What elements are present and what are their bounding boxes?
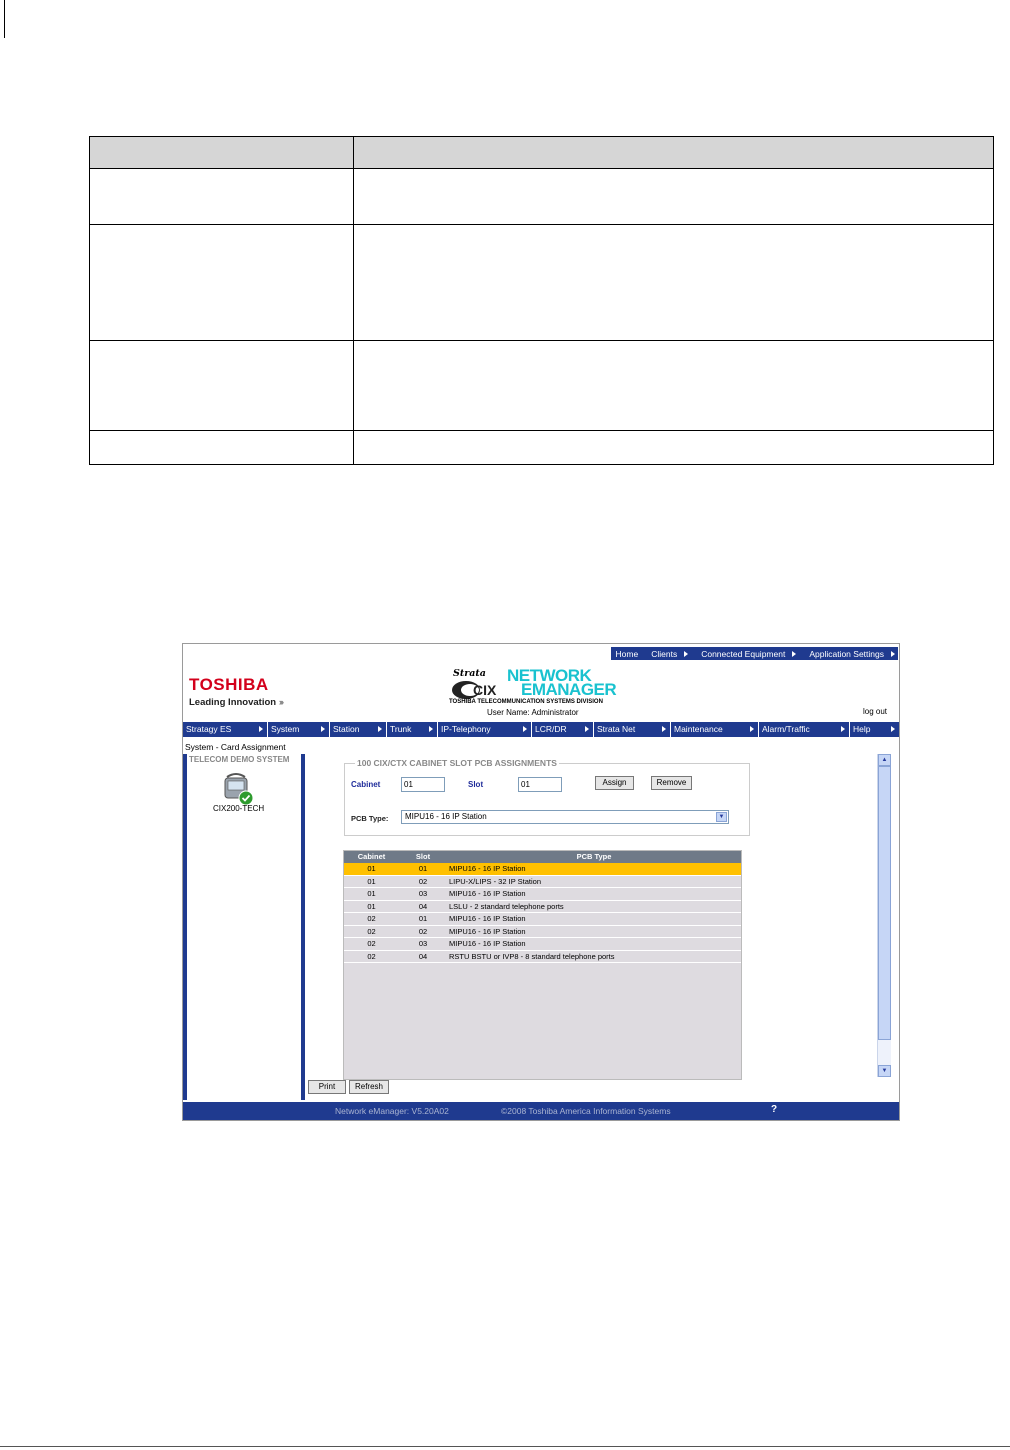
cell-slot: 04 bbox=[418, 901, 428, 911]
cell-pcb-type: MIPU16 - 16 IP Station bbox=[449, 926, 526, 936]
arrow-right-icon bbox=[750, 726, 754, 732]
scroll-down-icon[interactable]: ▼ bbox=[878, 1065, 891, 1077]
copyright-text: ©2008 Toshiba America Information Systems bbox=[501, 1106, 671, 1116]
assign-button[interactable]: Assign bbox=[595, 776, 634, 790]
nav-lcr-dr[interactable]: LCR/DR bbox=[532, 722, 594, 737]
document-table-row bbox=[90, 341, 994, 431]
table-row[interactable] bbox=[344, 926, 741, 939]
arrow-right-icon bbox=[259, 726, 263, 732]
cell-slot: 01 bbox=[418, 864, 428, 873]
network-emanager-logo bbox=[447, 666, 643, 718]
cell-slot: 01 bbox=[418, 914, 428, 923]
strata-wordmark: Strata bbox=[453, 668, 486, 679]
cell-cabinet: 02 bbox=[367, 926, 376, 936]
document-table-row bbox=[90, 431, 994, 465]
cell-cabinet: 02 bbox=[367, 914, 376, 923]
document-table bbox=[89, 136, 994, 465]
arrow-right-icon bbox=[891, 726, 895, 732]
document-table-row bbox=[90, 225, 994, 341]
breadcrumb: System - Card Assignment bbox=[185, 742, 286, 752]
app-screenshot bbox=[182, 643, 900, 1121]
pcb-type-label: PCB Type: bbox=[351, 814, 389, 823]
system-tree-panel bbox=[183, 754, 305, 1100]
cell-pcb-type: MIPU16 - 16 IP Station bbox=[449, 939, 526, 948]
system-name: TELECOM DEMO SYSTEM bbox=[189, 755, 290, 764]
cell-cabinet: 01 bbox=[367, 889, 376, 898]
card-assignment-content bbox=[305, 754, 883, 1074]
remove-button[interactable]: Remove bbox=[651, 776, 692, 790]
top-nav-home[interactable]: Home bbox=[615, 648, 639, 659]
scroll-up-icon[interactable]: ▲ bbox=[878, 754, 891, 766]
table-row[interactable] bbox=[344, 888, 741, 901]
table-row[interactable] bbox=[344, 876, 741, 889]
table-row[interactable] bbox=[344, 913, 741, 926]
cell-pcb-type: MIPU16 - 16 IP Station bbox=[449, 864, 526, 873]
nav-strata-net[interactable]: Strata Net bbox=[594, 722, 671, 737]
slot-assignment-form bbox=[344, 758, 750, 836]
svg-text:CIX: CIX bbox=[473, 682, 497, 698]
col-header-pcb-type[interactable]: PCB Type bbox=[576, 852, 612, 861]
assignment-grid bbox=[343, 850, 742, 1080]
cell-slot: 03 bbox=[418, 889, 428, 898]
grid-header bbox=[344, 851, 741, 863]
version-text: Network eManager: V5.20A02 bbox=[335, 1106, 449, 1116]
top-nav-clients[interactable]: Clients bbox=[641, 649, 691, 659]
slot-input[interactable]: 01 bbox=[518, 777, 562, 792]
scroll-thumb[interactable] bbox=[878, 766, 891, 1040]
cell-pcb-type: RSTU BSTU or IVP8 - 8 standard telephone ports bbox=[449, 951, 615, 961]
top-nav bbox=[611, 647, 898, 660]
page-corner-mark bbox=[0, 0, 5, 38]
nav-help[interactable]: Help bbox=[850, 722, 899, 737]
cell-pcb-type: LIPU-X/LIPS - 32 IP Station bbox=[449, 876, 541, 886]
chevrons-icon: ››› bbox=[278, 697, 283, 708]
status-bar bbox=[183, 1102, 899, 1120]
col-header-cabinet[interactable]: Cabinet bbox=[357, 852, 386, 861]
arrow-right-icon bbox=[792, 651, 796, 657]
cell-slot: 02 bbox=[418, 926, 428, 936]
logout-link[interactable]: log out bbox=[862, 707, 887, 716]
nav-station[interactable]: Station bbox=[330, 722, 387, 737]
document-table-row bbox=[90, 169, 994, 225]
cell-cabinet: 01 bbox=[367, 876, 376, 886]
phone-system-icon[interactable] bbox=[221, 772, 257, 808]
cabinet-label: Cabinet bbox=[351, 780, 381, 789]
main-nav bbox=[183, 722, 899, 737]
pcb-type-selected-value: MIPU16 - 16 IP Station bbox=[405, 812, 487, 821]
nav-stratagy-es[interactable]: Stratagy ES bbox=[183, 722, 268, 737]
table-row[interactable] bbox=[344, 951, 741, 964]
cabinet-input[interactable]: 01 bbox=[401, 777, 445, 792]
slot-label: Slot bbox=[468, 780, 484, 789]
cell-pcb-type: MIPU16 - 16 IP Station bbox=[449, 914, 526, 923]
form-title: 100 CIX/CTX CABINET SLOT PCB ASSIGNMENTS bbox=[357, 758, 557, 768]
footer-rule bbox=[0, 1446, 1010, 1447]
top-nav-application-settings[interactable]: Application Settings bbox=[799, 649, 898, 659]
nav-alarm-traffic[interactable]: Alarm/Traffic bbox=[759, 722, 850, 737]
col-header-slot[interactable]: Slot bbox=[415, 852, 431, 861]
refresh-button[interactable]: Refresh bbox=[349, 1080, 389, 1094]
arrow-right-icon bbox=[429, 726, 433, 732]
brand-name: TOSHIBA bbox=[189, 675, 269, 694]
table-row[interactable] bbox=[344, 901, 741, 914]
top-nav-connected-equipment[interactable]: Connected Equipment bbox=[691, 649, 799, 659]
chevron-down-icon: ▼ bbox=[716, 812, 727, 822]
nav-system[interactable]: System bbox=[268, 722, 330, 737]
cell-cabinet: 02 bbox=[367, 951, 376, 961]
nav-maintenance[interactable]: Maintenance bbox=[671, 722, 759, 737]
tagline: Leading Innovation bbox=[189, 697, 277, 708]
nav-trunk[interactable]: Trunk bbox=[387, 722, 438, 737]
user-name: User Name: Administrator bbox=[487, 708, 579, 717]
print-button[interactable]: Print bbox=[308, 1080, 346, 1094]
cell-pcb-type: LSLU - 2 standard telephone ports bbox=[449, 901, 564, 911]
table-row[interactable] bbox=[344, 938, 741, 951]
action-bar bbox=[305, 1077, 883, 1097]
arrow-right-icon bbox=[662, 726, 666, 732]
help-icon[interactable]: ? bbox=[771, 1104, 778, 1115]
toshiba-logo bbox=[189, 675, 282, 708]
arrow-right-icon bbox=[891, 651, 895, 657]
cell-pcb-type: MIPU16 - 16 IP Station bbox=[449, 889, 526, 898]
arrow-right-icon bbox=[684, 651, 688, 657]
cell-slot: 02 bbox=[418, 876, 428, 886]
emanager-wordmark: EMANAGER bbox=[521, 680, 617, 699]
network-wordmark: NETWORK bbox=[507, 666, 592, 685]
document-table-header bbox=[90, 137, 994, 169]
table-row[interactable] bbox=[344, 863, 741, 876]
arrow-right-icon bbox=[378, 726, 382, 732]
cell-cabinet: 01 bbox=[367, 901, 376, 911]
nav-ip-telephony[interactable]: IP-Telephony bbox=[438, 722, 532, 737]
division-text: TOSHIBA TELECOMMUNICATION SYSTEMS DIVISION bbox=[449, 699, 603, 705]
arrow-right-icon bbox=[841, 726, 845, 732]
pcb-type-select[interactable] bbox=[401, 810, 729, 824]
cell-slot: 03 bbox=[418, 939, 428, 948]
arrow-right-icon bbox=[523, 726, 527, 732]
arrow-right-icon bbox=[321, 726, 325, 732]
cell-slot: 04 bbox=[418, 951, 428, 961]
cix-logo bbox=[451, 680, 499, 700]
cell-cabinet: 02 bbox=[367, 939, 376, 948]
device-name[interactable]: CIX200-TECH bbox=[213, 804, 265, 813]
arrow-right-icon bbox=[585, 726, 589, 732]
cell-cabinet: 01 bbox=[367, 864, 376, 873]
vertical-scrollbar[interactable] bbox=[877, 754, 891, 1077]
